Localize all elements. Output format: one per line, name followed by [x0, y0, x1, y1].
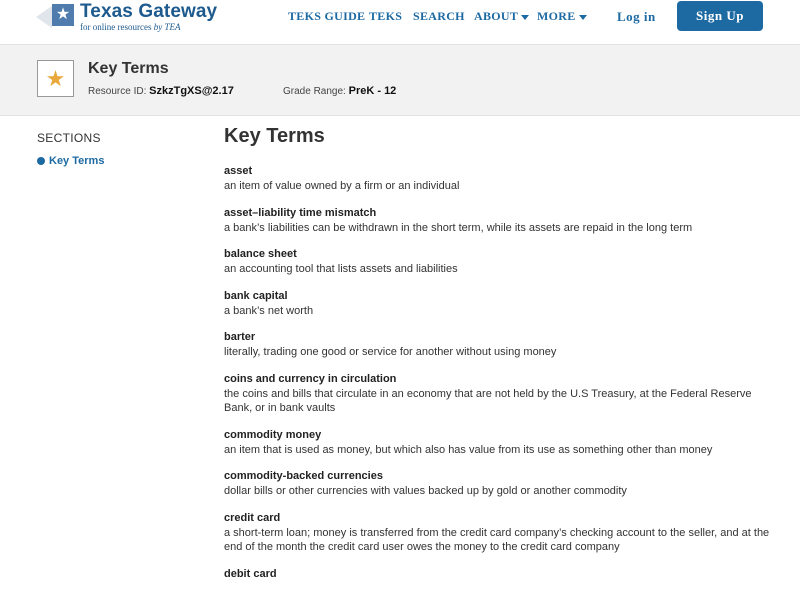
term-definition: dollar bills or other currencies with values backed up by gold or another commodity [224, 485, 627, 497]
term-word: debit card [224, 567, 277, 580]
term-definition: an item that is used as money, but which also has value from its use as something other than money [224, 443, 713, 456]
nav-teks-guide[interactable]: TEKS GUIDE [288, 9, 366, 23]
term-definition: a bank’s liabilities can be withdrawn in the short term, while its assets are repaid in the long term [224, 221, 693, 234]
list-item [224, 511, 772, 555]
texas-gateway-logo[interactable] [36, 0, 217, 32]
nav-about[interactable]: ABOUT [474, 9, 529, 24]
resource-title: Key Terms [88, 60, 169, 77]
sections-heading: SECTIONS [37, 131, 101, 145]
term-word: asset–liability time mismatch [224, 206, 377, 219]
sidebar-item-label: Key Terms [49, 155, 105, 167]
sidebar-item-key-terms[interactable] [37, 155, 104, 167]
term-definition: a short-term loan; money is transferred from the credit card company’s checking account to the seller, and at the end of the month the credit card user owes the money to the credit card company [224, 526, 770, 553]
list-item [224, 567, 772, 581]
logo-star-icon: ★ [36, 0, 76, 28]
resource-id: Resource ID: SzkzTgXS@2.17 [88, 85, 234, 97]
key-terms-list [224, 164, 772, 593]
list-item [224, 164, 772, 194]
term-word: barter [224, 331, 256, 343]
nav-search[interactable]: SEARCH [413, 9, 465, 23]
top-navbar [0, 0, 800, 44]
logo-title: Texas Gateway [80, 1, 218, 22]
chevron-down-icon [579, 15, 587, 20]
favorite-star-icon[interactable]: ★ [37, 60, 74, 97]
login-link[interactable]: Log in [617, 9, 656, 24]
term-definition: an item of value owned by a firm or an individual [224, 180, 460, 192]
chevron-down-icon [521, 15, 529, 20]
resource-header [0, 44, 800, 116]
logo-subtitle: for online resources by TEA [80, 22, 181, 32]
term-definition: literally, trading one good or service for another without using money [224, 346, 557, 358]
nav-teks[interactable]: TEKS [369, 9, 403, 23]
term-definition: an accounting tool that lists assets and liabilities [224, 263, 458, 275]
list-item [224, 330, 772, 360]
signup-button[interactable]: Sign Up [677, 1, 763, 31]
list-item [224, 469, 772, 499]
term-word: commodity money [224, 428, 322, 441]
list-item [224, 206, 772, 236]
term-word: balance sheet [224, 248, 297, 260]
term-word: credit card [224, 511, 281, 524]
term-word: coins and currency in circulation [224, 372, 397, 385]
term-definition: a bank’s net worth [224, 304, 314, 317]
list-item [224, 289, 772, 319]
list-item [224, 372, 772, 416]
term-word: asset [224, 165, 253, 177]
term-word: commodity-backed currencies [224, 470, 383, 482]
list-item [224, 428, 772, 458]
nav-more[interactable]: MORE [537, 9, 587, 24]
grade-range: Grade Range: PreK - 12 [283, 85, 397, 97]
bullet-dot-icon [37, 157, 45, 165]
term-definition: the coins and bills that circulate in an economy that are not held by the U.S Treasury, at the Federal Reserve Bank, or in bank vaults [224, 387, 752, 414]
term-word: bank capital [224, 289, 288, 302]
page-title: Key Terms [224, 125, 325, 147]
list-item [224, 247, 772, 277]
